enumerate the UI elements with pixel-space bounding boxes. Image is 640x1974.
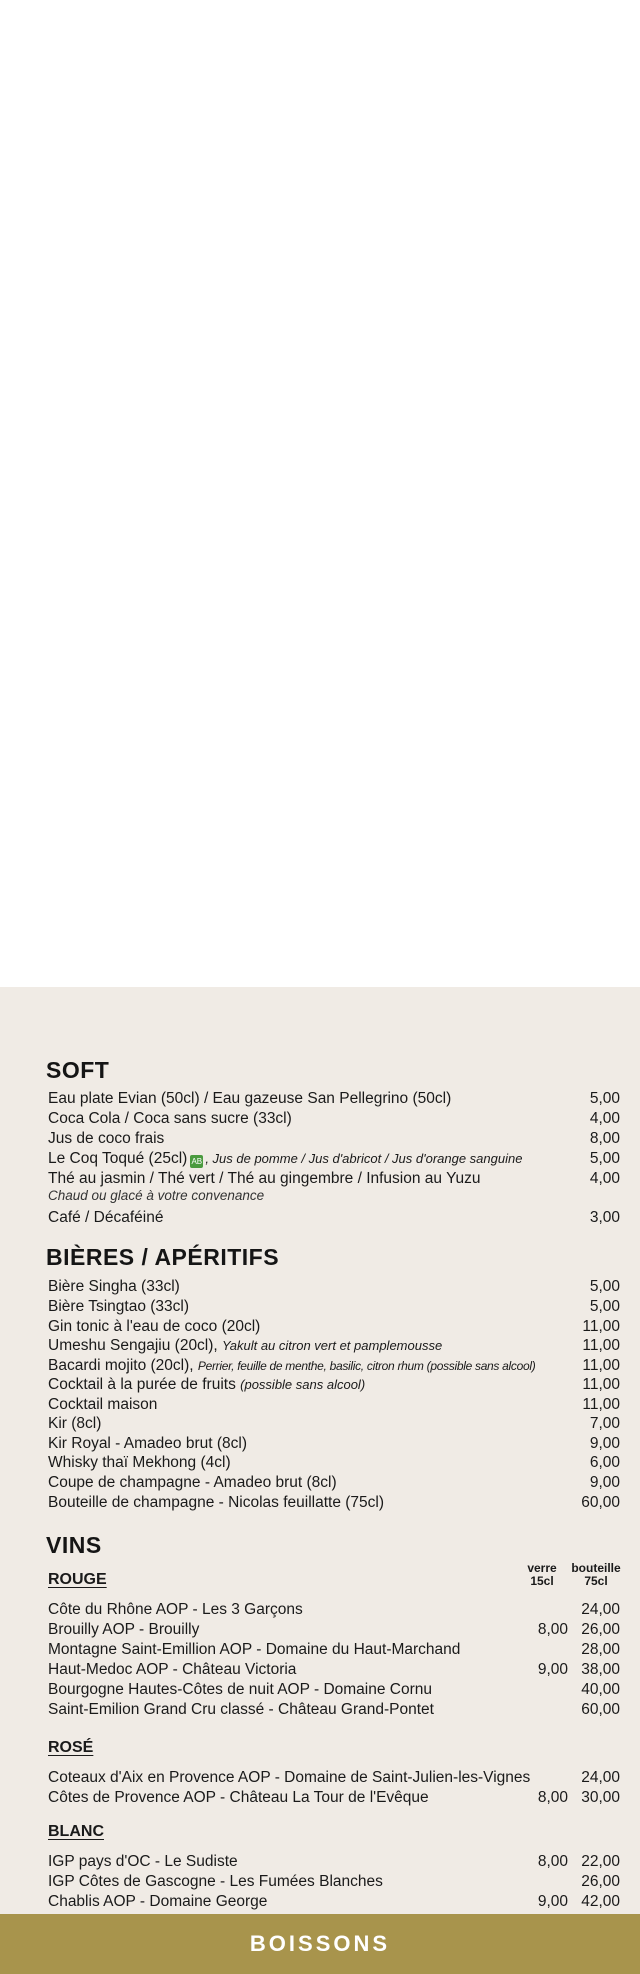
tea-note: Chaud ou glacé à votre convenance xyxy=(48,1188,265,1203)
item-price: 5,00 xyxy=(589,1150,620,1167)
wine-appellation: IGP pays d'OC xyxy=(48,1853,151,1870)
item-name: Bouteille de champagne - Nicolas feuillatte (75cl) xyxy=(48,1494,385,1511)
wine-appellation: Chablis AOP xyxy=(48,1893,136,1910)
item-price: 5,00 xyxy=(589,1298,620,1315)
glass-price: 8,00 xyxy=(537,1853,568,1870)
item-name xyxy=(48,1680,432,1700)
wine-producer: - Les Fumées Blanches xyxy=(215,1873,383,1890)
column-header-glass-label: verre xyxy=(527,1561,557,1575)
item-note: Yakult au citron vert et pamplemousse xyxy=(222,1338,443,1353)
item-name xyxy=(48,1620,199,1640)
wine-appellation: Montagne Saint-Emillion AOP xyxy=(48,1641,252,1658)
menu-item xyxy=(48,1395,620,1415)
menu-item xyxy=(48,1453,620,1473)
wine-appellation: Bourgogne Hautes-Côtes de nuit AOP xyxy=(48,1681,310,1698)
item-price: 11,00 xyxy=(582,1396,620,1413)
item-price: 11,00 xyxy=(582,1318,620,1335)
column-header-bottle-label: bouteille xyxy=(571,1561,621,1575)
item-price: 11,00 xyxy=(582,1376,620,1393)
wine-row xyxy=(48,1768,620,1788)
menu-item xyxy=(48,1089,620,1109)
item-name-text: Bacardi mojito (20cl), xyxy=(48,1357,194,1374)
section-title-soft: SOFT xyxy=(46,1057,110,1083)
subsection-title-blanc: BLANC xyxy=(48,1823,104,1840)
bottle-price: 30,00 xyxy=(581,1789,620,1806)
column-header-glass xyxy=(518,1562,566,1588)
item-name: Jus de coco frais xyxy=(48,1130,165,1147)
wine-appellation: Brouilly AOP xyxy=(48,1621,135,1638)
menu-item xyxy=(48,1356,620,1376)
wine-appellation: Côtes de Provence AOP xyxy=(48,1789,216,1806)
menu-item xyxy=(48,1434,620,1454)
menu-item xyxy=(48,1149,620,1169)
subsection-title-rose: ROSÉ xyxy=(48,1739,94,1756)
menu-item xyxy=(48,1129,620,1149)
item-name: Café / Décaféiné xyxy=(48,1209,164,1226)
item-name xyxy=(48,1892,267,1912)
bottle-price: 26,00 xyxy=(581,1621,620,1638)
item-price: 5,00 xyxy=(589,1090,620,1107)
wine-row xyxy=(48,1700,620,1720)
wine-producer: - Château La Tour de l'Evêque xyxy=(215,1789,429,1806)
item-name: Bière Tsingtao (33cl) xyxy=(48,1298,190,1315)
bottle-price: 24,00 xyxy=(581,1769,620,1786)
item-price: 5,00 xyxy=(589,1278,620,1295)
menu-item xyxy=(48,1109,620,1129)
organic-label-icon: AB xyxy=(191,1157,203,1166)
bottle-price: 40,00 xyxy=(581,1681,620,1698)
item-price: 11,00 xyxy=(582,1357,620,1374)
item-name: Coca Cola / Coca sans sucre (33cl) xyxy=(48,1110,292,1127)
wine-appellation: Saint-Emilion Grand Cru classé xyxy=(48,1701,265,1718)
wine-producer: - Brouilly xyxy=(134,1621,200,1638)
wine-appellation: Côte du Rhône AOP xyxy=(48,1601,189,1618)
item-name: Eau plate Evian (50cl) / Eau gazeuse San Pellegrino (50cl) xyxy=(48,1090,452,1107)
item-name: Gin tonic à l'eau de coco (20cl) xyxy=(48,1318,261,1335)
wine-producer: - Château Grand-Pontet xyxy=(264,1701,434,1718)
item-name: Thé au jasmin / Thé vert / Thé au gingembre / Infusion au Yuzu xyxy=(48,1170,481,1187)
item-name xyxy=(48,1768,530,1788)
item-price: 4,00 xyxy=(589,1110,620,1127)
wine-producer: - Domaine George xyxy=(135,1893,268,1910)
item-price: 4,00 xyxy=(589,1170,620,1187)
item-name xyxy=(48,1788,429,1808)
menu-item xyxy=(48,1493,620,1513)
item-note: , Jus de pomme / Jus d'abricot / Jus d'orange sanguine xyxy=(205,1151,523,1166)
item-name xyxy=(48,1852,238,1872)
item-note: Perrier, feuille de menthe, basilic, citron rhum (possible sans alcool) xyxy=(197,1359,536,1373)
wine-producer: - Domaine Cornu xyxy=(309,1681,432,1698)
wine-appellation: Coteaux d'Aix en Provence AOP xyxy=(48,1769,271,1786)
footer-title: BOISSONS xyxy=(249,1931,391,1956)
wine-producer: - Le Sudiste xyxy=(150,1853,238,1870)
wine-row xyxy=(48,1660,620,1680)
item-price: 8,00 xyxy=(589,1130,620,1147)
wine-row xyxy=(48,1600,620,1620)
wine-row xyxy=(48,1892,620,1912)
item-name xyxy=(48,1356,535,1376)
wine-producer: - Domaine de Saint-Julien-les-Vignes xyxy=(270,1769,531,1786)
drinks-menu xyxy=(0,987,640,1914)
item-name-text: Le Coq Toqué (25cl) xyxy=(48,1150,188,1167)
item-price: 11,00 xyxy=(582,1337,620,1354)
wine-row xyxy=(48,1640,620,1660)
wine-producer: - Domaine du Haut-Marchand xyxy=(251,1641,461,1658)
glass-price: 8,00 xyxy=(537,1789,568,1806)
item-name: Kir (8cl) xyxy=(48,1415,102,1432)
item-name xyxy=(48,1336,442,1356)
item-price: 9,00 xyxy=(589,1474,620,1491)
item-name xyxy=(48,1872,383,1892)
glass-price: 8,00 xyxy=(537,1621,568,1638)
item-name: Coupe de champagne - Amadeo brut (8cl) xyxy=(48,1474,337,1491)
wine-producer: - Les 3 Garçons xyxy=(188,1601,303,1618)
item-name-text: Umeshu Sengajiu (20cl), xyxy=(48,1337,218,1354)
section-title-vins: VINS xyxy=(46,1532,102,1558)
item-price: 7,00 xyxy=(589,1415,620,1432)
wine-row xyxy=(48,1788,620,1808)
item-name xyxy=(48,1660,296,1680)
bottle-price: 24,00 xyxy=(581,1601,620,1618)
item-price: 9,00 xyxy=(589,1435,620,1452)
item-name-text: Cocktail à la purée de fruits xyxy=(48,1376,236,1393)
item-name: Kir Royal - Amadeo brut (8cl) xyxy=(48,1435,247,1452)
bottle-price: 42,00 xyxy=(581,1893,620,1910)
menu-item xyxy=(48,1277,620,1297)
menu-item xyxy=(48,1473,620,1493)
glass-price: 9,00 xyxy=(537,1661,568,1678)
menu-item xyxy=(48,1297,620,1317)
menu-item xyxy=(48,1317,620,1337)
item-name xyxy=(48,1640,460,1660)
menu-item xyxy=(48,1169,620,1189)
column-header-glass-size: 15cl xyxy=(530,1574,554,1588)
item-price: 3,00 xyxy=(589,1209,620,1226)
column-header-bottle-size: 75cl xyxy=(584,1574,608,1588)
item-name: Bière Singha (33cl) xyxy=(48,1278,180,1295)
menu-item xyxy=(48,1414,620,1434)
wine-producer: - Château Victoria xyxy=(168,1661,297,1678)
bottle-price: 28,00 xyxy=(581,1641,620,1658)
wine-row xyxy=(48,1620,620,1640)
item-price: 60,00 xyxy=(581,1494,620,1511)
item-name xyxy=(48,1149,522,1169)
bottle-price: 38,00 xyxy=(581,1661,620,1678)
item-name xyxy=(48,1700,434,1720)
column-header-bottle xyxy=(566,1562,626,1588)
menu-item xyxy=(48,1336,620,1356)
wine-row xyxy=(48,1872,620,1892)
wine-row xyxy=(48,1680,620,1700)
menu-item xyxy=(48,1208,620,1228)
wine-row xyxy=(48,1852,620,1872)
glass-price: 9,00 xyxy=(537,1893,568,1910)
bottle-price: 26,00 xyxy=(581,1873,620,1890)
item-name: Whisky thaï Mekhong (4cl) xyxy=(48,1454,231,1471)
wine-appellation: IGP Côtes de Gascogne xyxy=(48,1873,216,1890)
item-price: 6,00 xyxy=(589,1454,620,1471)
footer-banner xyxy=(0,1914,640,1974)
item-note: (possible sans alcool) xyxy=(240,1377,366,1392)
item-name: Cocktail maison xyxy=(48,1396,158,1413)
bottle-price: 60,00 xyxy=(581,1701,620,1718)
item-name xyxy=(48,1600,303,1620)
bottle-price: 22,00 xyxy=(581,1853,620,1870)
subsection-title-rouge: ROUGE xyxy=(48,1571,107,1588)
item-name xyxy=(48,1375,365,1395)
section-title-bieres: BIÈRES / APÉRITIFS xyxy=(46,1244,280,1270)
wine-appellation: Haut-Medoc AOP xyxy=(48,1661,169,1678)
menu-item xyxy=(48,1375,620,1395)
